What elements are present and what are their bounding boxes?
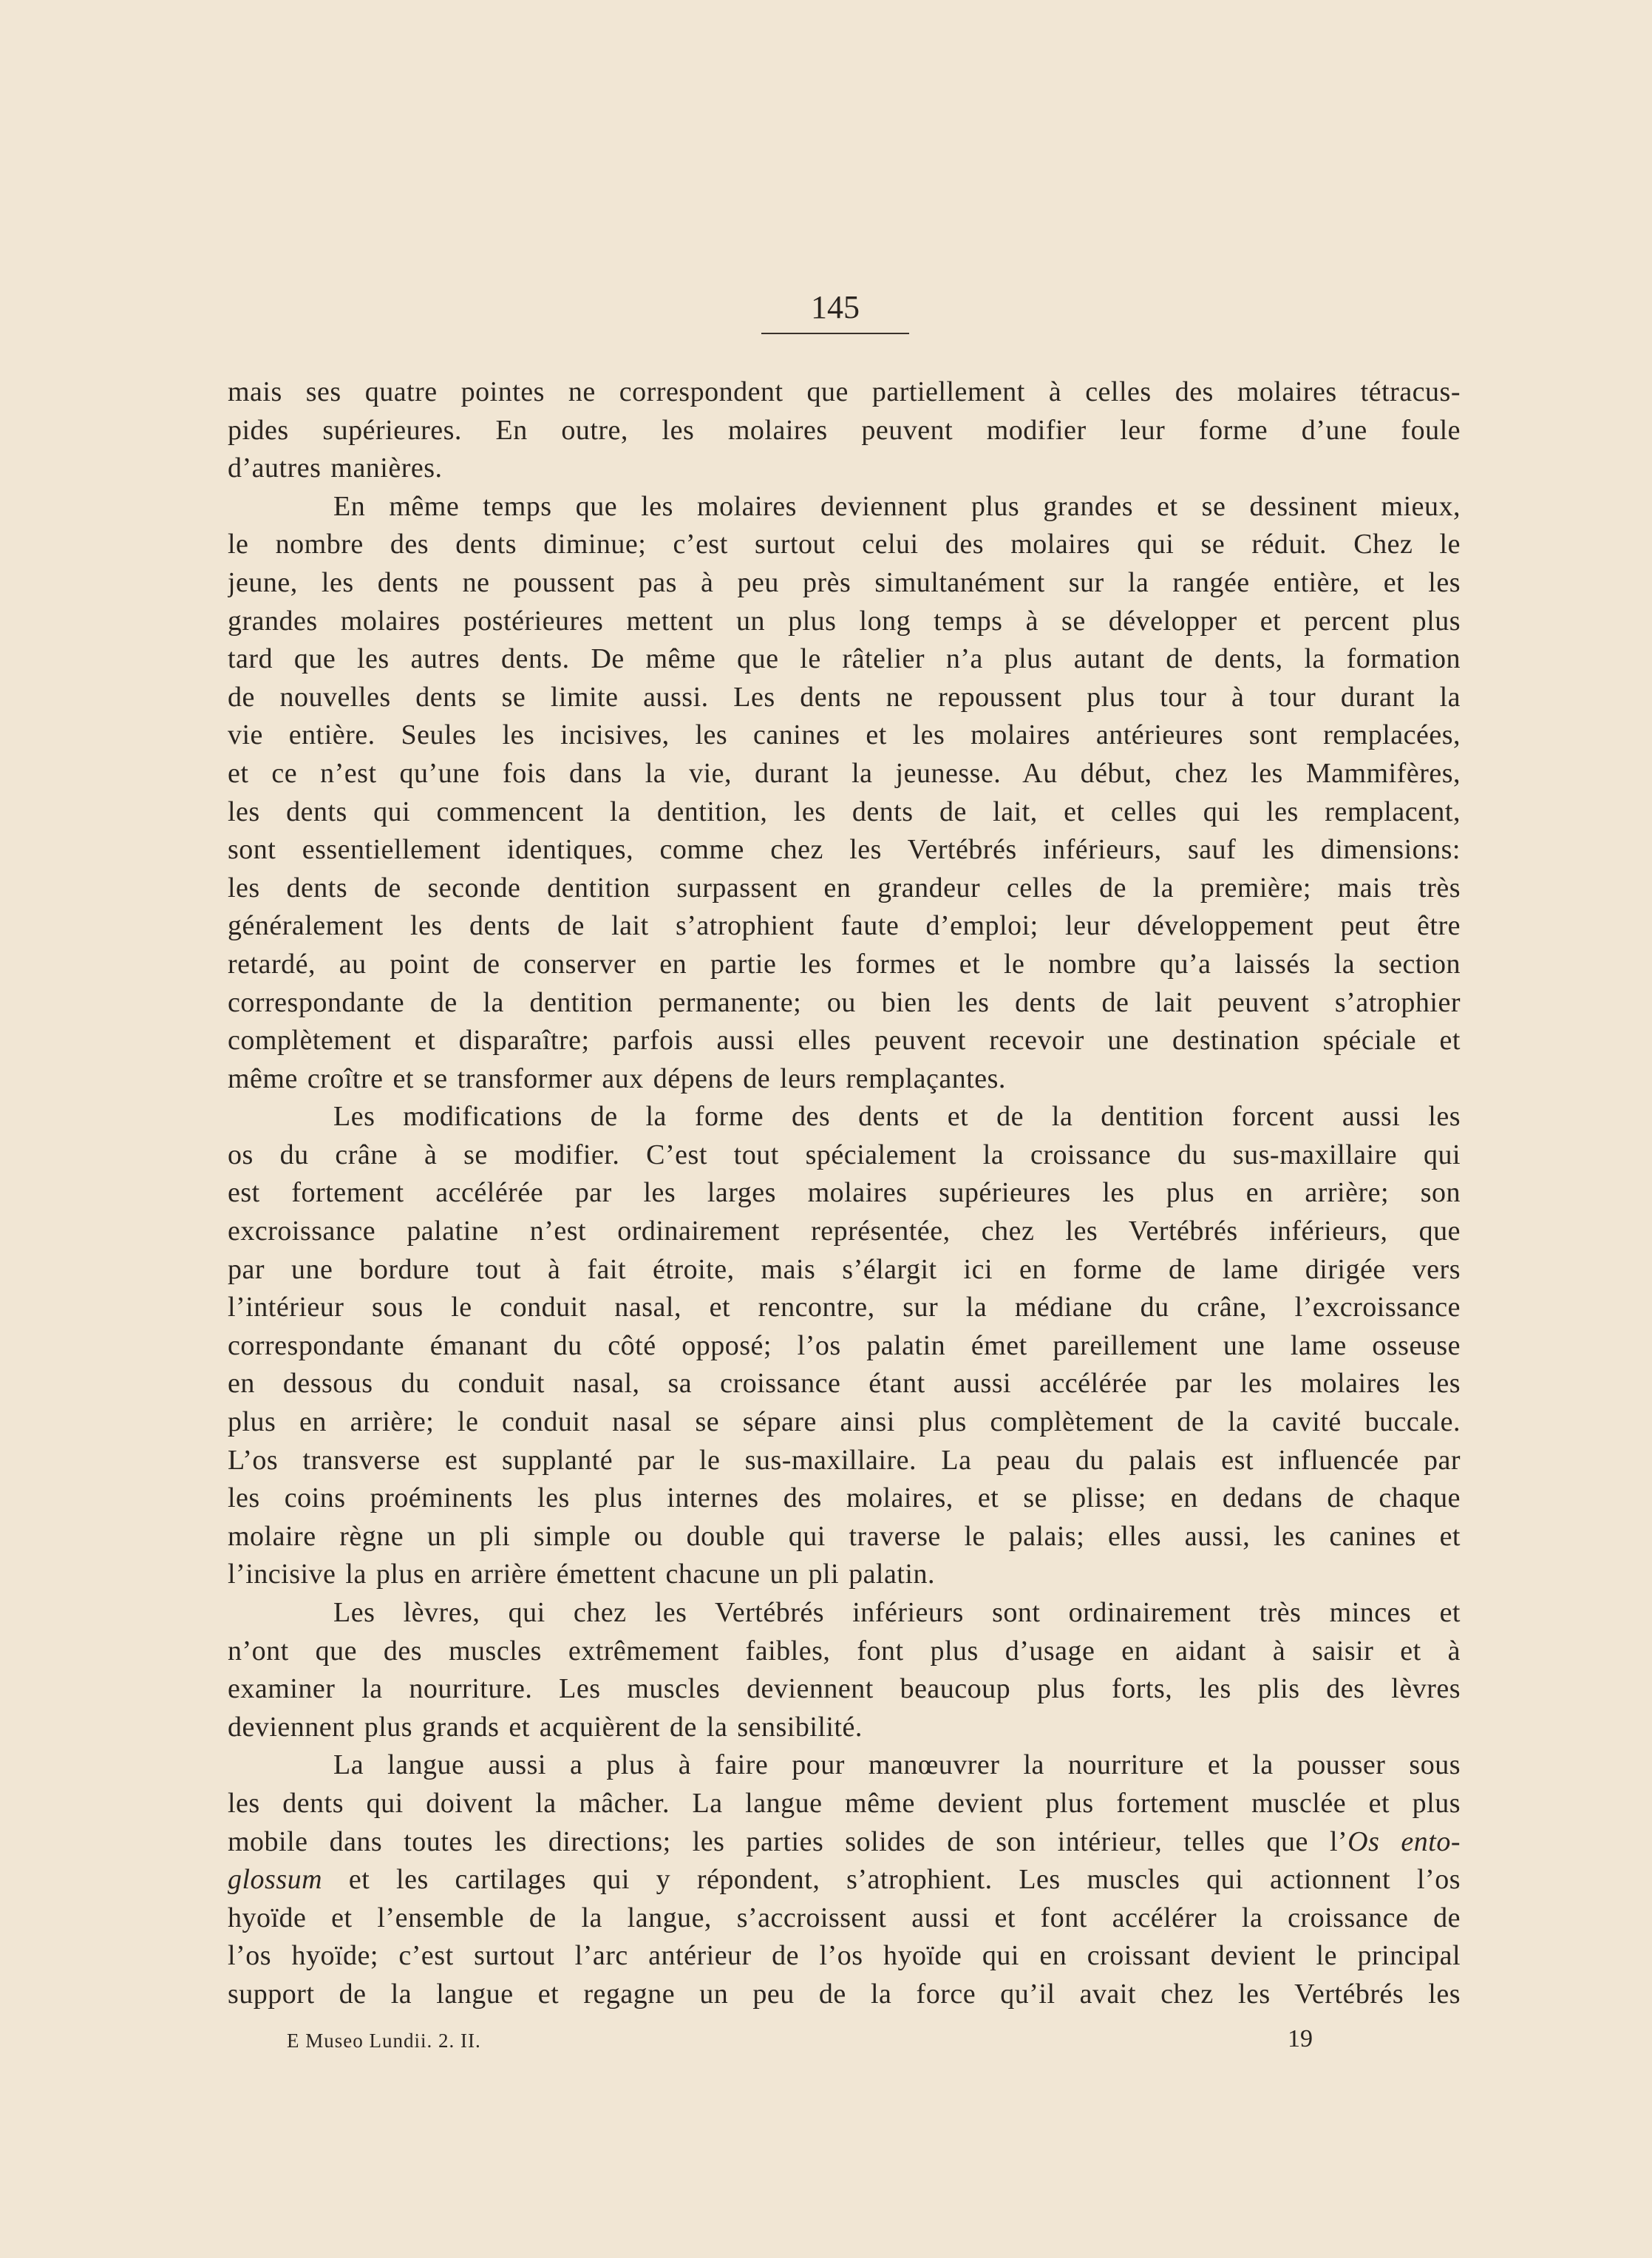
text-line: vie entière. Seules les incisives, les canines et les molaires antérieures sont remplacées,: [228, 719, 1461, 751]
text-line: sont essentiellement identiques, comme chez les Vertébrés inférieurs, sauf les dimensions:: [228, 834, 1461, 866]
text-line: les dents de seconde dentition surpassent en grandeur celles de la première; mais très: [228, 872, 1461, 903]
text-line: L’os transverse est supplanté par le sus-maxillaire. La peau du palais est influencée par: [228, 1444, 1461, 1476]
text-line: Les lèvres, qui chez les Vertébrés inférieurs sont ordinairement très minces et: [333, 1597, 1461, 1628]
text-line: est fortement accélérée par les larges molaires supérieures les plus en arrière; son: [228, 1177, 1461, 1209]
text-line: plus en arrière; le conduit nasal se sépare ainsi plus complètement de la cavité buccale.: [228, 1406, 1461, 1438]
text-line: l’os hyoïde; c’est surtout l’arc antérieur de l’os hyoïde qui en croissant devient le principal: [228, 1940, 1461, 1972]
text-line: glossum et les cartilages qui y répondent, s’atrophient. Les muscles qui actionnent l’os: [228, 1864, 1461, 1896]
text-line: les coins proéminents les plus internes des molaires, et se plisse; en dedans de chaque: [228, 1482, 1461, 1514]
text-line: mobile dans toutes les directions; les parties solides de son intérieur, telles que l’Os ento-: [228, 1825, 1461, 1857]
text-line: de nouvelles dents se limite aussi. Les dents ne repoussent plus tour à tour durant la: [228, 681, 1461, 713]
header-rule: [761, 333, 909, 334]
text-line: deviennent plus grands et acquièrent de la sensibilité.: [228, 1711, 863, 1743]
text-line: l’incisive la plus en arrière émettent chacune un pli palatin.: [228, 1559, 935, 1590]
text-line: jeune, les dents ne poussent pas à peu près simultanément sur la rangée entière, et les: [228, 566, 1461, 598]
text-line: La langue aussi a plus à faire pour manœuvrer la nourriture et la pousser sous: [333, 1749, 1461, 1781]
text-line: complètement et disparaître; parfois aussi elles peuvent recevoir une destination spéciale et: [228, 1025, 1461, 1057]
text-line: les dents qui doivent la mâcher. La langue même devient plus fortement musclée et plus: [228, 1787, 1461, 1819]
text-line: généralement les dents de lait s’atrophient faute d’emploi; leur développement peut être: [228, 910, 1461, 942]
footer-signature: E Museo Lundii. 2. II.: [287, 2030, 481, 2052]
text-line: n’ont que des muscles extrêmement faibles, font plus d’usage en aidant à saisir et à: [228, 1635, 1461, 1667]
text-line: tard que les autres dents. De même que le râtelier n’a plus autant de dents, la formation: [228, 643, 1461, 675]
text-line: par une bordure tout à fait étroite, mais s’élargit ici en forme de lame dirigée vers: [228, 1253, 1461, 1285]
text-line: hyoïde et l’ensemble de la langue, s’accroissent aussi et font accélérer la croissance de: [228, 1902, 1461, 1933]
text-line: retardé, au point de conserver en partie les formes et le nombre qu’a laissés la section: [228, 948, 1461, 980]
text-line: même croître et se transformer aux dépens de leurs remplaçantes.: [228, 1062, 1006, 1094]
text-line: En même temps que les molaires deviennent plus grandes et se dessinent mieux,: [333, 490, 1461, 522]
text-line: molaire règne un pli simple ou double qui traverse le palais; elles aussi, les canines et: [228, 1520, 1461, 1552]
text-line: l’intérieur sous le conduit nasal, et rencontre, sur la médiane du crâne, l’excroissance: [228, 1292, 1461, 1323]
text-line: le nombre des dents diminue; c’est surtout celui des molaires qui se réduit. Chez le: [228, 529, 1461, 560]
text-line: os du crâne à se modifier. C’est tout spécialement la croissance du sus-maxillaire qui: [228, 1139, 1461, 1170]
text-line: correspondante de la dentition permanente; ou bien les dents de lait peuvent s’atrophier: [228, 986, 1461, 1018]
text-line: en dessous du conduit nasal, sa croissance étant aussi accélérée par les molaires les: [228, 1368, 1461, 1400]
text-line: Les modifications de la forme des dents et de la dentition forcent aussi les: [333, 1101, 1461, 1133]
footer-sheet-number: 19: [1288, 2025, 1313, 2052]
body-text: [228, 373, 1461, 2014]
text-line: pides supérieures. En outre, les molaires peuvent modifier leur forme d’une foule: [228, 414, 1461, 446]
text-line: mais ses quatre pointes ne correspondent que partiellement à celles des molaires tétracus-: [228, 376, 1461, 407]
text-line: les dents qui commencent la dentition, les dents de lait, et celles qui les remplacent,: [228, 796, 1461, 827]
text-line: et ce n’est qu’une fois dans la vie, durant la jeunesse. Au début, chez les Mammifères,: [228, 757, 1461, 789]
text-line: correspondante émanant du côté opposé; l’os palatin émet pareillement une lame osseuse: [228, 1329, 1461, 1361]
page-number: 145: [811, 289, 860, 325]
text-line: grandes molaires postérieures mettent un plus long temps à se développer et percent plus: [228, 605, 1461, 637]
text-line: excroissance palatine n’est ordinairement représentée, chez les Vertébrés inférieurs, que: [228, 1216, 1461, 1247]
text-line: support de la langue et regagne un peu de la force qu’il avait chez les Vertébrés les: [228, 1978, 1461, 2010]
text-line: d’autres manières.: [228, 452, 443, 484]
text-line: examiner la nourriture. Les muscles deviennent beaucoup plus forts, les plis des lèvres: [228, 1673, 1461, 1705]
